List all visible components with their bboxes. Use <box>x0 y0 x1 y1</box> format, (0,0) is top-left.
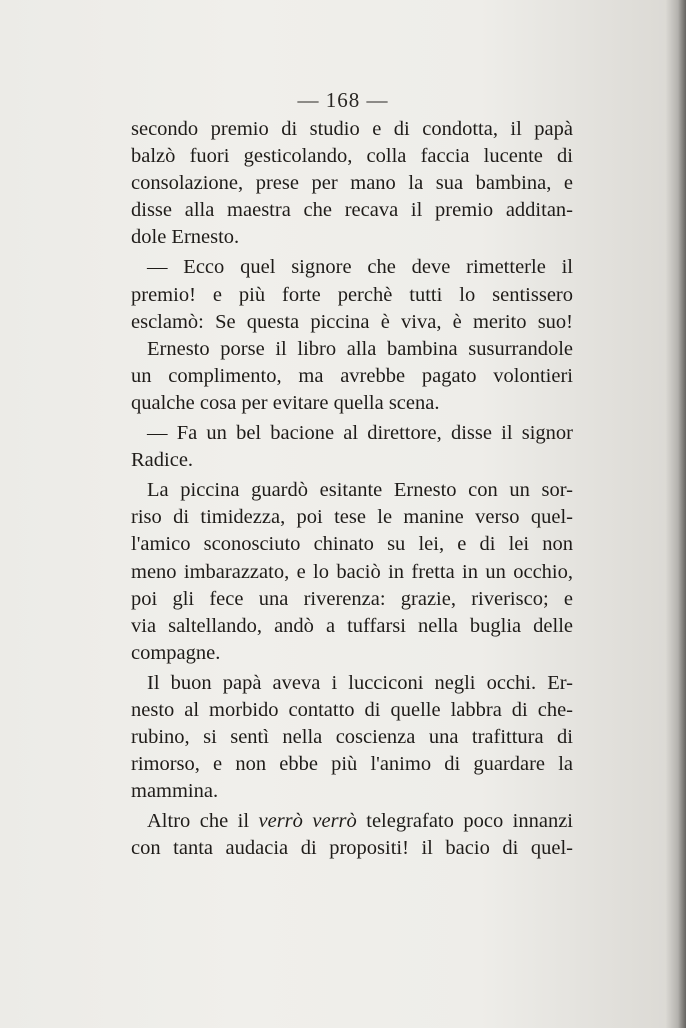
body-text <box>131 116 573 863</box>
text-line: Radice. <box>131 449 194 472</box>
text-line: secondo premio di studio e di condotta, il papà <box>131 118 573 140</box>
page-edge-shadow <box>678 0 686 1028</box>
text-line: meno imbarazzato, e lo baciò in fretta in un occhio, <box>131 560 573 583</box>
text-line: Ernesto porse il libro alla bambina susurrandole <box>147 337 573 360</box>
page-number: — 168 — <box>297 88 389 112</box>
text-line-start: Altro che il <box>147 810 259 833</box>
text-line-end: telegrafato poco innanzi <box>356 810 573 833</box>
text-line: La piccina guardò esitante Ernesto con un sor- <box>147 479 573 502</box>
text-line <box>131 808 573 835</box>
text-line: premio! e più forte perchè tutti lo sentissero <box>131 283 573 306</box>
text-line: balzò fuori gesticolando, colla faccia lucente di <box>131 145 573 168</box>
text-line: rimorso, e non ebbe più l'animo di guardare la <box>131 753 573 776</box>
text-line: — Fa un bel bacione al direttore, disse il signor <box>147 422 573 445</box>
text-line: esclamò: Se questa piccina è viva, è merito suo! <box>131 310 573 333</box>
text-line: via saltellando, andò a tuffarsi nella buglia delle <box>131 614 573 637</box>
text-line: riso di timidezza, poi tese le manine verso quel- <box>131 506 573 529</box>
text-line: consolazione, prese per mano la sua bambina, e <box>131 172 573 195</box>
text-line: — Ecco quel signore che deve rimetterle il <box>147 256 573 279</box>
text-line: un complimento, ma avrebbe pagato volontieri <box>131 364 573 387</box>
text-line: compagne. <box>131 641 221 664</box>
italic-phrase: verrò verrò <box>258 810 357 833</box>
text-line: Il buon papà aveva i lucciconi negli occhi. Er- <box>147 671 573 694</box>
text-line: qualche cosa per evitare quella scena. <box>131 391 440 414</box>
text-line: dole Ernesto. <box>131 226 240 249</box>
text-line: con tanta audacia di propositi! il bacio di quel- <box>131 837 573 860</box>
text-line: nesto al morbido contatto di quelle labbra di che- <box>131 698 573 721</box>
text-line: disse alla maestra che recava il premio additan- <box>131 199 573 222</box>
text-line: mammina. <box>131 780 219 803</box>
text-line: poi gli fece una riverenza: grazie, riverisco; e <box>131 587 573 610</box>
text-line: rubino, si sentì nella coscienza una trafittura di <box>131 726 573 749</box>
text-line: l'amico sconosciuto chinato su lei, e di lei non <box>131 533 573 556</box>
